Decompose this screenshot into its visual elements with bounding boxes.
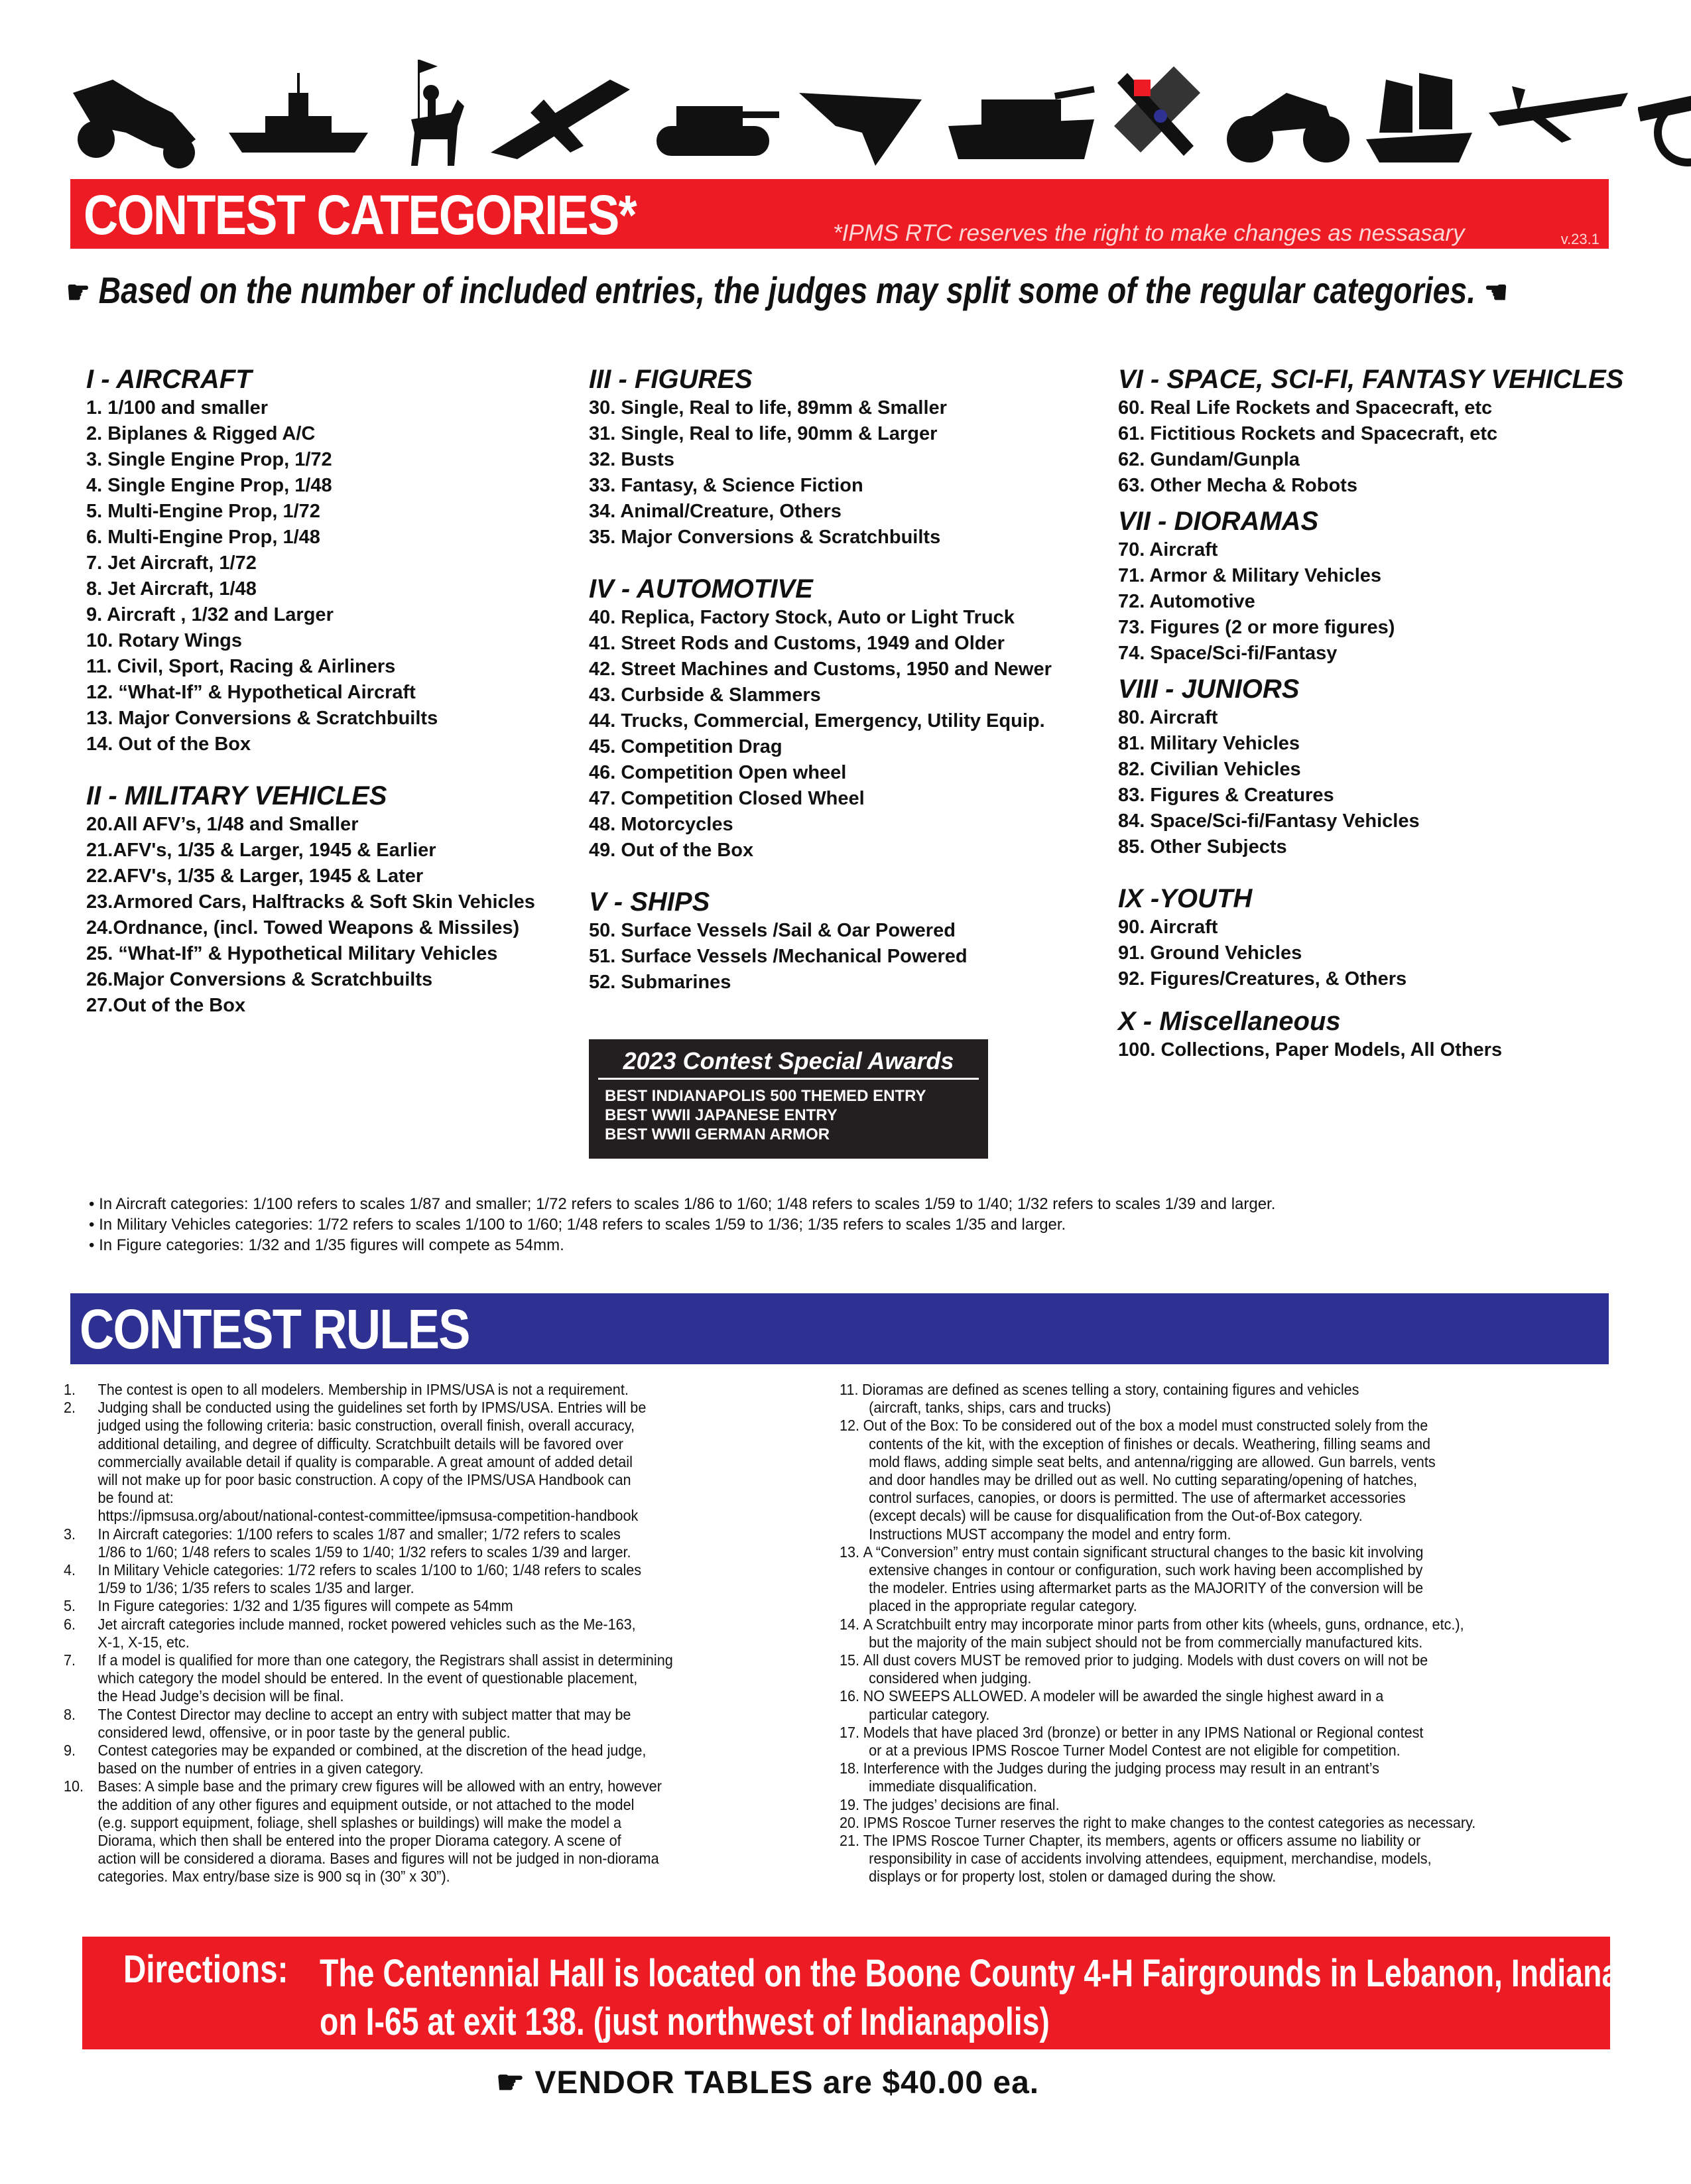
section-title-automotive: IV - AUTOMOTIVE xyxy=(589,574,813,604)
rule-line xyxy=(840,1381,1566,1399)
rule-line xyxy=(64,1616,753,1634)
rule-text: Dioramas are defined as scenes telling a story, containing figures and vehicles xyxy=(861,1381,1359,1398)
rule-line xyxy=(840,1706,1566,1724)
category-item: 26.Major Conversions & Scratchbuilts xyxy=(86,969,433,990)
rule-text: (aircraft, tanks, ships, cars and trucks) xyxy=(869,1399,1111,1417)
category-item: 52. Submarines xyxy=(589,972,731,993)
rule-line xyxy=(840,1651,1566,1669)
category-item: 35. Major Conversions & Scratchbuilts xyxy=(589,527,941,548)
cannon-icon xyxy=(1638,53,1691,172)
armored-vehicle-icon xyxy=(942,53,1101,172)
category-item: 49. Out of the Box xyxy=(589,840,754,861)
rule-number: 21. xyxy=(840,1832,860,1850)
rule-line xyxy=(64,1507,753,1525)
rule-text: A “Conversion” entry must contain significant structural changes to the basic kit involving xyxy=(863,1543,1424,1561)
category-item: 90. Aircraft xyxy=(1118,917,1218,938)
misc-list xyxy=(1118,1037,1649,1063)
category-item: 43. Curbside & Slammers xyxy=(589,684,821,706)
category-item: 92. Figures/Creatures, & Others xyxy=(1118,968,1407,990)
rule-line xyxy=(64,1777,753,1795)
section-title-juniors: VIII - JUNIORS xyxy=(1118,674,1300,704)
category-item: 63. Other Mecha & Robots xyxy=(1118,475,1357,496)
rule-line xyxy=(64,1669,753,1687)
directions-line-2: on I-65 at exit 138. (just northwest of Indianapolis) xyxy=(320,2000,1050,2043)
rule-line xyxy=(840,1579,1566,1597)
rule-text: responsibility in case of accidents involving attendees, equipment, merchandise, models, xyxy=(869,1850,1432,1868)
rule-line xyxy=(64,1417,753,1435)
category-item: 21.AFV's, 1/35 & Larger, 1945 & Earlier xyxy=(86,840,436,861)
rule-text: Out of the Box: To be considered out of the box a model must constructed solely from the xyxy=(863,1417,1428,1435)
section-title-military: II - MILITARY VEHICLES xyxy=(86,781,387,810)
rule-text: displays or for property lost, stolen or damaged during the show. xyxy=(869,1868,1277,1886)
rule-line xyxy=(64,1471,753,1489)
section-title-aircraft: I - AIRCRAFT xyxy=(86,365,252,394)
rule-line xyxy=(840,1832,1566,1850)
rule-line xyxy=(840,1453,1566,1471)
juniors-list xyxy=(1118,705,1649,860)
space-list xyxy=(1118,395,1649,499)
rule-line xyxy=(64,1381,753,1399)
directions-label: Directions: xyxy=(123,1948,288,1991)
rule-line xyxy=(64,1489,753,1507)
category-item: 74. Space/Sci-fi/Fantasy xyxy=(1118,643,1338,664)
rules-right-column xyxy=(840,1381,1629,1886)
category-item: 11. Civil, Sport, Racing & Airliners xyxy=(86,656,396,677)
ships-list xyxy=(589,918,1119,996)
rule-line xyxy=(64,1706,753,1724)
rule-text: In Figure categories: 1/32 and 1/35 figures will compete as 54mm xyxy=(97,1597,513,1615)
rule-text: but the majority of the main subject should not be from commercially manufactured kits. xyxy=(869,1633,1423,1651)
category-item: 20.All AFV’s, 1/48 and Smaller xyxy=(86,814,359,835)
scale-note: • In Military Vehicles categories: 1/72 refers to scales 1/100 to 1/60; 1/48 refers to scales 1/59 to 1/36; 1/35 refers to scales 1/35 and larger. xyxy=(89,1216,1066,1234)
stealth-bomber-icon xyxy=(796,53,928,172)
rule-number: 2. xyxy=(64,1399,76,1417)
categories-column-2 xyxy=(589,363,1119,996)
rule-line xyxy=(840,1760,1566,1777)
rule-line xyxy=(840,1471,1566,1489)
rule-line xyxy=(64,1742,753,1760)
category-item: 83. Figures & Creatures xyxy=(1118,785,1334,806)
rule-line xyxy=(840,1399,1566,1417)
rule-text: The contest is open to all modelers. Membership in IPMS/USA is not a requirement. xyxy=(97,1381,629,1398)
rule-number: 4. xyxy=(64,1561,76,1579)
rule-text: or at a previous IPMS Roscoe Turner Model Contest are not eligible for competition. xyxy=(869,1742,1401,1760)
category-item: 6. Multi-Engine Prop, 1/48 xyxy=(86,527,320,548)
airliner-icon xyxy=(1485,53,1631,172)
sailing-ship-icon xyxy=(1359,53,1479,172)
rule-text: be found at: xyxy=(97,1489,174,1507)
rule-text: Bases: A simple base and the primary crew figures will be allowed with an entry, however xyxy=(97,1777,662,1795)
rule-line xyxy=(840,1417,1566,1435)
rule-text: The Contest Director may decline to accept an entry with subject matter that may be xyxy=(97,1705,631,1723)
rule-line xyxy=(64,1687,753,1705)
category-item: 48. Motorcycles xyxy=(589,814,733,835)
rule-text: categories. Max entry/base size is 900 sq in (30” x 30”). xyxy=(97,1868,450,1886)
rule-text: control surfaces, canopies, or doors is permitted. The use of aftermarket accessories xyxy=(869,1489,1406,1507)
rule-text: based on the number of entries in a given category. xyxy=(97,1760,424,1777)
category-item: 45. Competition Drag xyxy=(589,736,783,757)
rule-text: contents of the kit, with the exception of finishes or decals. Weathering, filling seams and xyxy=(869,1435,1431,1452)
category-item: 7. Jet Aircraft, 1/72 xyxy=(86,552,257,574)
categories-column-3 xyxy=(1118,363,1649,1063)
pointing-hand-icon: ☛ xyxy=(496,2065,526,2100)
rule-line xyxy=(840,1868,1566,1886)
rule-text: commercially available detail if quality is comparable. A great amount of added detail xyxy=(97,1452,633,1470)
rule-number: 8. xyxy=(64,1705,76,1723)
rule-text: and door handles may be drilled out as well. No cutting separating/opening of hatches, xyxy=(869,1471,1418,1489)
pointing-hand-left-icon: ☚ xyxy=(1484,275,1508,310)
rule-line xyxy=(64,1651,753,1669)
category-item: 4. Single Engine Prop, 1/48 xyxy=(86,475,332,496)
rule-text: If a model is qualified for more than one category, the Registrars shall assist in determining xyxy=(97,1651,673,1669)
category-item: 44. Trucks, Commercial, Emergency, Utility Equip. xyxy=(589,710,1045,732)
category-item: 81. Military Vehicles xyxy=(1118,733,1300,754)
category-item: 25. “What-If” & Hypothetical Military Vehicles xyxy=(86,943,498,964)
rule-line xyxy=(840,1814,1566,1832)
category-item: 41. Street Rods and Customs, 1949 and Older xyxy=(589,633,1005,654)
rule-text: In Military Vehicle categories: 1/72 refers to scales 1/100 to 1/60; 1/48 refers to scales xyxy=(97,1561,642,1579)
rule-text: The judges’ decisions are final. xyxy=(863,1795,1060,1813)
rule-text: Contest categories may be expanded or combined, at the discretion of the head judge, xyxy=(97,1742,647,1760)
rule-text: judged using the following criteria: basic construction, overall finish, overall accuracy, xyxy=(97,1417,635,1435)
category-item: 60. Real Life Rockets and Spacecraft, etc xyxy=(1118,397,1493,418)
rule-text: (except decals) will be cause for disqualification from the Out-of-Box category. xyxy=(869,1507,1363,1525)
category-item: 32. Busts xyxy=(589,449,674,470)
category-item: 30. Single, Real to life, 89mm & Smaller xyxy=(589,397,947,418)
category-item: 73. Figures (2 or more figures) xyxy=(1118,617,1395,638)
figures-list xyxy=(589,395,1119,550)
rule-line xyxy=(840,1597,1566,1615)
rule-text: placed in the appropriate regular category. xyxy=(869,1597,1137,1615)
rule-number: 13. xyxy=(840,1543,860,1561)
rule-number: 10. xyxy=(64,1777,84,1795)
rule-number: 3. xyxy=(64,1525,76,1543)
category-item: 2. Biplanes & Rigged A/C xyxy=(86,423,316,444)
scale-notes xyxy=(89,1194,1614,1255)
rule-line xyxy=(840,1724,1566,1742)
special-awards-title: 2023 Contest Special Awards xyxy=(623,1047,954,1074)
rule-text: the Head Judge’s decision will be final. xyxy=(97,1687,344,1705)
category-item: 5. Multi-Engine Prop, 1/72 xyxy=(86,501,320,522)
rule-line xyxy=(840,1507,1566,1525)
contest-rules-banner xyxy=(70,1293,1609,1364)
rule-number: 7. xyxy=(64,1651,76,1669)
rule-line xyxy=(64,1796,753,1814)
category-item: 13. Major Conversions & Scratchbuilts xyxy=(86,708,438,729)
category-item: 51. Surface Vessels /Mechanical Powered xyxy=(589,946,968,967)
youth-list xyxy=(1118,915,1649,992)
rule-text: considered when judging. xyxy=(869,1669,1032,1687)
vendor-tables-text: VENDOR TABLES are $40.00 ea. xyxy=(534,2065,1040,2100)
rule-line xyxy=(64,1579,753,1597)
category-item: 1. 1/100 and smaller xyxy=(86,397,269,418)
battleship-icon xyxy=(225,53,371,172)
rule-text: (e.g. support equipment, foliage, shell splashes or buildings) will make the model a xyxy=(97,1813,622,1831)
rule-text: mold flaws, adding simple seat belts, and antenna/rigging are allowed. Gun barrels, vents xyxy=(869,1452,1436,1470)
rule-line xyxy=(64,1453,753,1471)
rule-number: 5. xyxy=(64,1597,76,1615)
rule-number: 17. xyxy=(840,1723,860,1741)
rule-line xyxy=(840,1742,1566,1760)
category-item: 42. Street Machines and Customs, 1950 and Newer xyxy=(589,659,1052,680)
category-item: 80. Aircraft xyxy=(1118,707,1218,728)
rule-number: 19. xyxy=(840,1795,860,1813)
rule-number: 1. xyxy=(64,1381,76,1398)
rule-text: IPMS Roscoe Turner reserves the right to make changes to the contest categories as necessary. xyxy=(863,1813,1476,1831)
category-item: 3. Single Engine Prop, 1/72 xyxy=(86,449,332,470)
rule-line xyxy=(840,1777,1566,1795)
rule-line xyxy=(840,1669,1566,1687)
rule-text: Instructions MUST accompany the model and entry form. xyxy=(869,1525,1231,1543)
rules-left-column xyxy=(64,1381,813,1886)
section-title-dioramas: VII - DIORAMAS xyxy=(1118,507,1319,536)
category-item: 47. Competition Closed Wheel xyxy=(589,788,865,809)
rule-text: which category the model should be entered. In the event of questionable placement, xyxy=(97,1669,638,1687)
directions-banner xyxy=(82,1937,1628,2049)
section-title-space: VI - SPACE, SCI-FI, FANTASY VEHICLES xyxy=(1118,365,1624,394)
section-title-misc: X - Miscellaneous xyxy=(1118,1007,1341,1036)
rule-text: All dust covers MUST be removed prior to judging. Models with dust covers on will not be xyxy=(863,1651,1428,1669)
rule-number: 14. xyxy=(840,1615,860,1633)
rule-text: NO SWEEPS ALLOWED. A modeler will be awarded the single highest award in a xyxy=(863,1687,1384,1705)
rule-line xyxy=(840,1850,1566,1868)
scale-note: • In Figure categories: 1/32 and 1/35 figures will compete as 54mm. xyxy=(89,1236,564,1254)
rule-line xyxy=(64,1814,753,1832)
category-item: 72. Automotive xyxy=(1118,591,1255,612)
dragster-icon xyxy=(66,53,199,172)
rule-text: will not make up for poor basic construction. A copy of the IPMS/USA Handbook can xyxy=(97,1471,631,1489)
section-title-youth: IX -YOUTH xyxy=(1118,884,1253,913)
military-list xyxy=(86,812,590,1019)
reserve-rights-note: *IPMS RTC reserves the right to make changes as nessasary xyxy=(833,220,1465,246)
category-item: 46. Competition Open wheel xyxy=(589,762,847,783)
rule-text: the modeler. Entries using aftermarket parts as the MAJORITY of the conversion will be xyxy=(869,1579,1424,1597)
category-item: 70. Aircraft xyxy=(1118,539,1218,560)
rule-line xyxy=(840,1616,1566,1634)
contest-rules-title: CONTEST RULES xyxy=(80,1298,470,1360)
category-item: 23.Armored Cars, Halftracks & Soft Skin Vehicles xyxy=(86,891,535,913)
rule-line xyxy=(64,1597,753,1615)
rule-text: particular category. xyxy=(869,1705,990,1723)
rule-text: Models that have placed 3rd (bronze) or better in any IPMS National or Regional contest xyxy=(863,1723,1424,1741)
category-item: 40. Replica, Factory Stock, Auto or Light Truck xyxy=(589,607,1015,628)
rule-line xyxy=(64,1399,753,1417)
award-item: BEST WWII GERMAN ARMOR xyxy=(605,1125,830,1143)
rule-number: 11. xyxy=(840,1381,859,1398)
rule-text: 1/59 to 1/36; 1/35 refers to scales 1/35 and larger. xyxy=(97,1579,414,1597)
rule-text: Interference with the Judges during the judging process may result in an entrant’s xyxy=(863,1760,1379,1777)
spitfire-icon xyxy=(477,53,637,172)
rule-line xyxy=(64,1850,753,1868)
category-item: 34. Animal/Creature, Others xyxy=(589,501,842,522)
icon-strip xyxy=(66,53,1645,172)
award-item: BEST WWII JAPANESE ENTRY xyxy=(605,1106,838,1124)
category-item: 10. Rotary Wings xyxy=(86,630,243,651)
rule-line xyxy=(64,1868,753,1886)
rule-text: Jet aircraft categories include manned, rocket powered vehicles such as the Me-163, xyxy=(97,1615,636,1633)
rule-text: immediate disqualification. xyxy=(869,1777,1037,1795)
category-item: 33. Fantasy, & Science Fiction xyxy=(589,475,863,496)
contest-categories-title: CONTEST CATEGORIES* xyxy=(84,184,636,246)
rule-line xyxy=(64,1634,753,1651)
rule-text: additional detailing, and degree of difficulty. Scratchbuilt details will be favored over xyxy=(97,1435,623,1452)
rule-line xyxy=(840,1489,1566,1507)
rule-line xyxy=(64,1561,753,1579)
rule-number: 9. xyxy=(64,1742,76,1760)
category-item: 82. Civilian Vehicles xyxy=(1118,759,1301,780)
rule-line xyxy=(64,1525,753,1543)
rule-text: The IPMS Roscoe Turner Chapter, its members, agents or officers assume no liability or xyxy=(863,1832,1421,1850)
category-item: 22.AFV's, 1/35 & Larger, 1945 & Later xyxy=(86,866,424,887)
category-item: 14. Out of the Box xyxy=(86,734,251,755)
awards-divider xyxy=(598,1078,979,1080)
rule-text: A Scratchbuilt entry may incorporate minor parts from other kits (wheels, guns, ordnance, etc.), xyxy=(863,1615,1464,1633)
category-item: 71. Armor & Military Vehicles xyxy=(1118,565,1382,586)
rule-text: action will be considered a diorama. Bases and figures will not be judged in non-diorama xyxy=(97,1850,659,1868)
rule-text: https://ipmsusa.org/about/national-contest-committee/ipmsusa-competition-handbook xyxy=(97,1507,639,1525)
vendor-tables-notice xyxy=(496,2064,1039,2101)
directions-line-1: The Centennial Hall is located on the Boone County 4-H Fairgrounds in Lebanon, Indiana, xyxy=(320,1952,1628,1995)
pointing-hand-right-icon: ☛ xyxy=(66,275,90,310)
category-item: 84. Space/Sci-fi/Fantasy Vehicles xyxy=(1118,810,1420,832)
rule-text: 1/86 to 1/60; 1/48 refers to scales 1/59 to 1/40; 1/32 refers to scales 1/39 and larger. xyxy=(97,1543,631,1561)
contest-categories-banner xyxy=(70,179,1609,249)
rule-text: considered lewd, offensive, or in poor taste by the general public. xyxy=(97,1723,511,1741)
rule-text: Judging shall be conducted using the guidelines set forth by IPMS/USA. Entries will be xyxy=(97,1399,647,1417)
horse-rider-icon xyxy=(391,53,471,172)
rule-line xyxy=(840,1634,1566,1651)
category-item: 12. “What-If” & Hypothetical Aircraft xyxy=(86,682,416,703)
category-item: 8. Jet Aircraft, 1/48 xyxy=(86,578,257,600)
rule-text: X-1, X-15, etc. xyxy=(97,1633,190,1651)
aircraft-list xyxy=(86,395,590,757)
rule-number: 6. xyxy=(64,1615,76,1633)
rule-line xyxy=(64,1832,753,1850)
category-item: 9. Aircraft , 1/32 and Larger xyxy=(86,604,334,625)
section-title-figures: III - FIGURES xyxy=(589,365,753,394)
rule-line xyxy=(64,1435,753,1453)
split-notice-text: Based on the number of included entries, the judges may split some of the regular categories. xyxy=(98,269,1476,311)
rule-line xyxy=(840,1687,1566,1705)
categories-column-1 xyxy=(86,363,590,1019)
rule-text: the addition of any other figures and equipment outside, or not attached to the model xyxy=(97,1795,635,1813)
rule-text: Diorama, which then shall be entered into the proper Diorama category. A scene of xyxy=(97,1832,621,1850)
rule-line xyxy=(840,1543,1566,1561)
version-label: v.23.1 xyxy=(1560,231,1599,247)
rule-line xyxy=(64,1543,753,1561)
award-item: BEST INDIANAPOLIS 500 THEMED ENTRY xyxy=(605,1087,926,1105)
category-item: 62. Gundam/Gunpla xyxy=(1118,449,1300,470)
rule-number: 20. xyxy=(840,1813,860,1831)
rule-text: extensive changes in contour or configuration, such work having been accomplished by xyxy=(869,1561,1423,1579)
category-item: 24.Ordnance, (incl. Towed Weapons & Missiles) xyxy=(86,917,520,938)
biplane-icon xyxy=(1107,53,1214,172)
rule-line xyxy=(840,1525,1566,1543)
rule-line xyxy=(64,1724,753,1742)
tank-icon xyxy=(650,53,783,172)
category-item: 85. Other Subjects xyxy=(1118,836,1287,858)
rule-line xyxy=(840,1796,1566,1814)
special-awards-box xyxy=(589,1039,988,1159)
scale-note: • In Aircraft categories: 1/100 refers to scales 1/87 and smaller; 1/72 refers to scales 1/86 to 1/60; 1/48 refers to scales 1/59 to 1/40; 1/32 refers to scales 1/39 and larger. xyxy=(89,1195,1276,1213)
rule-number: 12. xyxy=(840,1417,860,1435)
dioramas-list xyxy=(1118,537,1649,667)
split-notice xyxy=(66,269,1508,312)
rule-line xyxy=(64,1760,753,1777)
rule-text: In Aircraft categories: 1/100 refers to scales 1/87 and smaller; 1/72 refers to scales xyxy=(97,1525,621,1543)
category-item: 61. Fictitious Rockets and Spacecraft, etc xyxy=(1118,423,1498,444)
category-item: 50. Surface Vessels /Sail & Oar Powered xyxy=(589,920,956,941)
automotive-list xyxy=(589,605,1119,864)
motorcycle-icon xyxy=(1220,53,1353,172)
rule-line xyxy=(840,1561,1566,1579)
category-item: 91. Ground Vehicles xyxy=(1118,942,1302,964)
category-item: 27.Out of the Box xyxy=(86,995,246,1016)
section-title-ships: V - SHIPS xyxy=(589,887,710,917)
rule-number: 15. xyxy=(840,1651,860,1669)
rule-number: 16. xyxy=(840,1687,860,1705)
category-item: 31. Single, Real to life, 90mm & Larger xyxy=(589,423,938,444)
category-item: 100. Collections, Paper Models, All Others xyxy=(1118,1039,1503,1060)
rule-number: 18. xyxy=(840,1760,860,1777)
rule-line xyxy=(840,1435,1566,1453)
